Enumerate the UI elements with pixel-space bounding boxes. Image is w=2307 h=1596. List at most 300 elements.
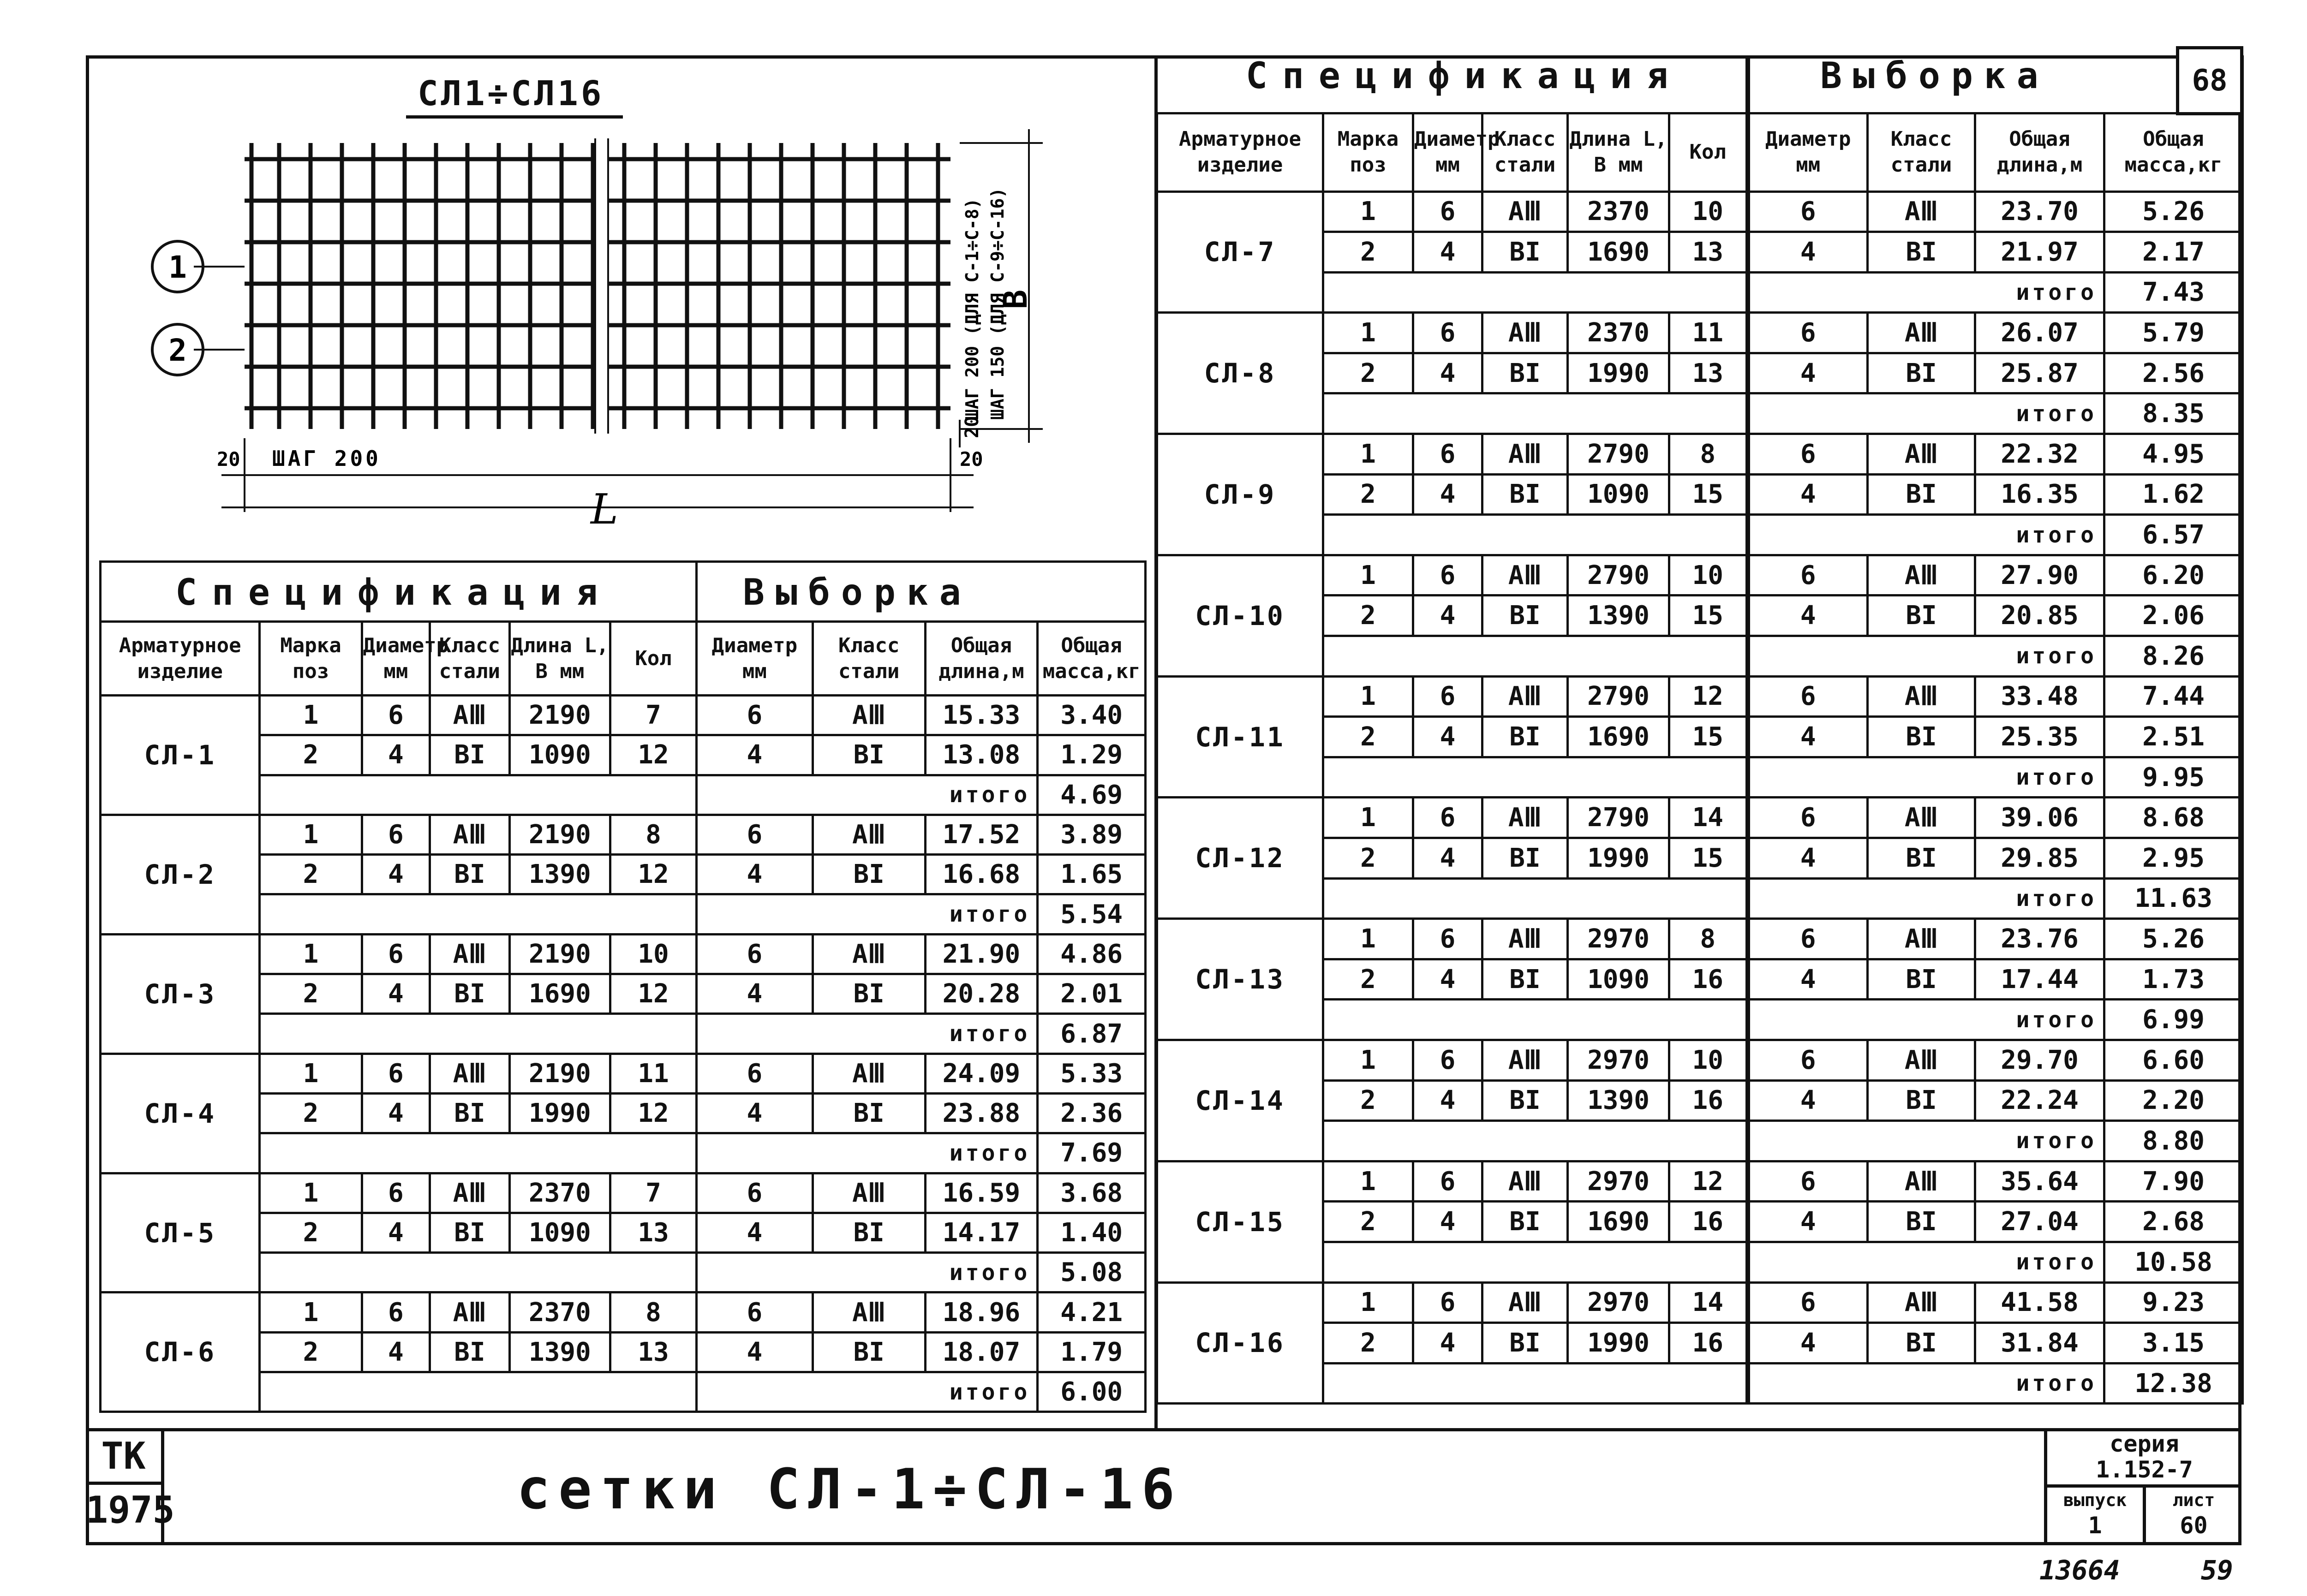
table-cell: 13 [610,1213,697,1252]
table-cell: 2790 [1568,555,1669,596]
table-cell: BI [813,855,925,894]
itogo-value: 6.87 [1038,1014,1146,1054]
r-col-class-header: Класс стали [1482,113,1568,191]
itogo-value: 4.69 [1038,775,1146,815]
table-cell: 3.40 [1038,696,1146,735]
table-cell: 16 [1669,1080,1748,1121]
table-cell: 2790 [1568,434,1669,475]
vertical-pitch-1: ШАГ 200 (ДЛЯ С-1÷С-8) [962,198,982,420]
itogo-label: итого [1748,757,2104,798]
col-diam-header: Диаметр мм [362,622,430,696]
table-cell: BI [1482,353,1568,393]
table-cell: BI [813,735,925,775]
table-cell: BI [1482,596,1568,636]
table-row [1157,1161,2243,1202]
table-cell: 4 [1413,838,1482,879]
table-cell: 1990 [1568,353,1669,393]
table-cell: 2790 [1568,798,1669,838]
r-col-total-len-header: Общая длина,м [1975,113,2104,191]
table-cell: 4 [696,735,813,775]
table-cell: 6 [362,696,430,735]
table-cell: 6 [1413,798,1482,838]
table-cell: 1 [260,696,362,735]
table-cell: 8 [1669,434,1748,475]
table-cell: 5.79 [2104,313,2243,353]
table-cell: 6 [1748,1040,1868,1080]
table-cell: 4 [1413,1323,1482,1364]
col-total-mass-header: Общая масса,кг [1038,622,1146,696]
table-cell: 33.48 [1975,676,2104,717]
itogo-value: 7.43 [2104,272,2243,313]
left-sel-title: Выборка [743,572,972,613]
empty-cell [260,894,697,934]
table-cell: 2370 [1568,191,1669,232]
length-symbol: L [591,485,618,534]
itogo-label: итого [1748,272,2104,313]
itogo-label: итого [696,1014,1037,1054]
table-cell: 12 [610,855,697,894]
table-cell: 4 [1413,474,1482,515]
empty-cell [260,1372,697,1412]
empty-cell [260,775,697,815]
table-cell: 2 [260,974,362,1014]
table-cell: 4 [1748,1323,1868,1364]
table-cell: 1 [1323,798,1413,838]
table-cell: 6 [1748,919,1868,959]
table-cell: 2.56 [2104,353,2243,393]
table-cell: 2.17 [2104,232,2243,273]
itogo-label: итого [696,1372,1037,1412]
item-mark: СЛ-13 [1157,919,1323,1040]
itogo-value: 10.58 [2104,1242,2243,1282]
table-cell: 23.88 [925,1093,1038,1133]
table-cell: 4.21 [1038,1292,1146,1332]
table-cell: AⅢ [1868,1282,1975,1323]
empty-cell [1323,1363,1748,1404]
table-cell: 4 [1748,717,1868,757]
table-cell: 6 [696,1292,813,1332]
table-cell: 10 [1669,1040,1748,1080]
table-cell: 16.68 [925,855,1038,894]
empty-cell [1323,1242,1748,1282]
table-cell: AⅢ [430,934,510,974]
table-cell: AⅢ [430,1173,510,1213]
table-cell: 1 [260,1173,362,1213]
table-cell: 1090 [1568,959,1669,1000]
footer-inventory-number: 13664 [2039,1554,2120,1586]
table-cell: BI [1482,1080,1568,1121]
table-cell: 1390 [509,855,610,894]
table-cell: 4 [1413,353,1482,393]
table-cell: 39.06 [1975,798,2104,838]
stamp-year: 1975 [86,1489,175,1531]
table-cell: 8 [610,1292,697,1332]
r-col-total-mass-header: Общая масса,кг [2104,113,2243,191]
table-cell: 21.97 [1975,232,2104,273]
footer-page-number: 59 [2201,1554,2233,1586]
item-mark: СЛ-6 [101,1292,260,1412]
table-cell: 4 [1413,959,1482,1000]
table-cell: 8.68 [2104,798,2243,838]
itogo-value: 8.80 [2104,1121,2243,1161]
table-cell: 1 [260,1292,362,1332]
empty-cell [1323,757,1748,798]
left-spec-title: Спецификация [175,572,613,613]
table-cell: 2190 [509,696,610,735]
table-cell: 2.95 [2104,838,2243,879]
table-cell: 35.64 [1975,1161,2104,1202]
table-cell: 2 [1323,1080,1413,1121]
table-cell: 6 [1413,919,1482,959]
table-row [1157,191,2243,232]
table-cell: 16 [1669,959,1748,1000]
col-class-header: Класс стали [430,622,510,696]
edge-bottom-label: 20 [962,416,983,438]
r-col-len-header: Длина L, В мм [1568,113,1669,191]
item-mark: СЛ-14 [1157,1040,1323,1161]
table-cell: 29.85 [1975,838,2104,879]
table-cell: 5.33 [1038,1054,1146,1093]
table-cell: BI [1482,1202,1568,1242]
table-cell: 1 [1323,1161,1413,1202]
table-cell: 11 [610,1054,697,1093]
item-mark: СЛ-3 [101,934,260,1054]
table-cell: AⅢ [430,1054,510,1093]
table-cell: 27.04 [1975,1202,2104,1242]
pitch-label: ШАГ 200 [272,446,381,471]
table-cell: AⅢ [813,1173,925,1213]
table-cell: BI [430,735,510,775]
table-row [1157,555,2243,596]
table-cell: 4 [696,855,813,894]
table-cell: 12 [610,974,697,1014]
table-cell: 1 [1323,1040,1413,1080]
empty-cell [260,1014,697,1054]
table-cell: 1 [260,815,362,854]
itogo-label: итого [1748,393,2104,434]
table-cell: 1390 [1568,596,1669,636]
table-cell: 4 [1413,596,1482,636]
table-cell: 18.07 [925,1332,1038,1372]
itogo-value: 8.35 [2104,393,2243,434]
table-cell: 2970 [1568,1161,1669,1202]
table-cell: 6 [696,815,813,854]
itogo-label: итого [1748,515,2104,555]
table-cell: AⅢ [1868,798,1975,838]
table-cell: 1390 [509,1332,610,1372]
table-cell: 15 [1669,596,1748,636]
table-cell: 6 [696,1054,813,1093]
table-cell: 12 [1669,1161,1748,1202]
col-sel-diam-header: Диаметр мм [696,622,813,696]
empty-cell [1323,515,1748,555]
table-cell: 4 [1748,1080,1868,1121]
itogo-value: 5.08 [1038,1253,1146,1292]
table-row [101,1054,1146,1093]
table-cell: 4 [696,1093,813,1133]
table-cell: 22.24 [1975,1080,2104,1121]
table-cell: 4 [362,1332,430,1372]
table-cell: 1 [1323,313,1413,353]
table-cell: 4 [362,855,430,894]
right-sel-title: Выборка [1820,55,2050,97]
callout-2: 2 [168,333,187,368]
itogo-label: итого [696,1133,1037,1173]
itogo-label: итого [1748,1121,2104,1161]
table-row [101,815,1146,854]
table-cell: 16 [1669,1202,1748,1242]
item-mark: СЛ-2 [101,815,260,934]
table-cell: 4 [362,1093,430,1133]
table-cell: 2 [1323,232,1413,273]
itogo-label: итого [1748,636,2104,677]
seria-value: 1.152-7 [2096,1456,2193,1483]
table-cell: 13 [610,1332,697,1372]
table-cell: 6.60 [2104,1040,2243,1080]
table-cell: 27.90 [1975,555,2104,596]
table-cell: 2.01 [1038,974,1146,1014]
table-cell: 2.68 [2104,1202,2243,1242]
table-cell: 2 [1323,838,1413,879]
table-cell: 9.23 [2104,1282,2243,1323]
itogo-value: 7.69 [1038,1133,1146,1173]
table-cell: BI [813,1213,925,1252]
left-spec-table [99,560,1147,1413]
table-cell: 16 [1669,1323,1748,1364]
table-cell: 2.06 [2104,596,2243,636]
table-cell: 1 [260,1054,362,1093]
table-cell: AⅢ [813,815,925,854]
table-cell: 6 [1413,676,1482,717]
table-cell: 2190 [509,815,610,854]
item-mark: СЛ-10 [1157,555,1323,676]
table-cell: 6 [1748,313,1868,353]
empty-cell [1323,1121,1748,1161]
empty-cell [1323,636,1748,677]
table-row [1157,434,2243,475]
col-qty-header: Кол [610,622,697,696]
left-spec-title-cell [101,562,697,622]
list-cell [2143,1488,2241,1545]
table-cell: 23.76 [1975,919,2104,959]
table-cell: 6 [1413,1282,1482,1323]
table-cell: 2 [260,1093,362,1133]
table-cell: BI [430,1093,510,1133]
table-cell: 13.08 [925,735,1038,775]
table-cell: 4.86 [1038,934,1146,974]
table-cell: 29.70 [1975,1040,2104,1080]
itogo-label: итого [1748,1242,2104,1282]
table-cell: 2190 [509,1054,610,1093]
right-spec-title-cell [1157,55,1748,113]
itogo-value: 9.95 [2104,757,2243,798]
seria-label: серия [2110,1430,2179,1457]
table-cell: 6 [1413,434,1482,475]
table-cell: AⅢ [1868,191,1975,232]
table-cell: 1690 [1568,1202,1669,1242]
table-cell: 6 [362,815,430,854]
table-cell: 4 [1413,717,1482,757]
table-cell: AⅢ [813,934,925,974]
col-item-header: Арматурное изделие [101,622,260,696]
table-cell: 23.70 [1975,191,2104,232]
item-mark: СЛ-15 [1157,1161,1323,1282]
table-cell: AⅢ [1868,555,1975,596]
table-cell: AⅢ [430,1292,510,1332]
r-col-item-header: Арматурное изделие [1157,113,1323,191]
table-cell: 2.36 [1038,1093,1146,1133]
table-cell: AⅢ [1482,676,1568,717]
table-cell: 21.90 [925,934,1038,974]
itogo-value: 8.26 [2104,636,2243,677]
table-cell: 4 [362,1213,430,1252]
table-cell: 6.20 [2104,555,2243,596]
table-cell: 12 [1669,676,1748,717]
table-cell: 1690 [1568,717,1669,757]
table-cell: BI [1482,838,1568,879]
table-cell: 2 [1323,474,1413,515]
table-row [1157,676,2243,717]
stamp-top-line [86,1428,2241,1431]
table-cell: 2370 [509,1173,610,1213]
right-sel-title-cell [1748,55,2243,113]
table-cell: 20.28 [925,974,1038,1014]
table-cell: 6 [1748,1161,1868,1202]
table-cell: 14 [1669,1282,1748,1323]
table-cell: 6 [1413,1040,1482,1080]
col-sel-class-header: Класс стали [813,622,925,696]
itogo-value: 6.00 [1038,1372,1146,1412]
table-cell: 2 [260,735,362,775]
table-cell: 2.51 [2104,717,2243,757]
table-cell: 2970 [1568,1040,1669,1080]
table-cell: BI [1868,959,1975,1000]
table-cell: 17.44 [1975,959,2104,1000]
table-cell: 1090 [509,735,610,775]
table-cell: 4 [696,974,813,1014]
stamp-seria-block [2044,1431,2241,1545]
table-cell: BI [1482,717,1568,757]
table-cell: BI [813,974,925,1014]
table-row [101,1292,1146,1332]
table-cell: 15 [1669,474,1748,515]
table-cell: 2 [1323,959,1413,1000]
table-cell: AⅢ [1482,555,1568,596]
table-cell: 2 [260,1213,362,1252]
table-row [1157,798,2243,838]
table-cell: 4 [1413,1080,1482,1121]
table-cell: BI [1868,353,1975,393]
table-cell: 25.87 [1975,353,2104,393]
table-cell: 12 [610,735,697,775]
table-cell: 4 [696,1332,813,1372]
table-cell: 6 [1748,798,1868,838]
vertical-pitch-2: ШАГ 150 (ДЛЯ С-9÷С-16) [987,187,1008,420]
width-symbol: В [997,289,1034,309]
item-mark: СЛ-4 [101,1054,260,1173]
table-cell: AⅢ [1482,434,1568,475]
empty-cell [1323,1000,1748,1040]
table-cell: 10 [1669,191,1748,232]
table-cell: 1990 [509,1093,610,1133]
table-cell: 2970 [1568,919,1669,959]
itogo-label: итого [1748,1363,2104,1404]
table-cell: AⅢ [1482,313,1568,353]
table-cell: 2 [260,855,362,894]
table-row [1157,1040,2243,1080]
table-cell: 4 [1748,1202,1868,1242]
table-cell: 10 [1669,555,1748,596]
table-cell: 4 [1748,838,1868,879]
r-col-sel-diam-header: Диаметр мм [1748,113,1868,191]
table-cell: 6 [1413,313,1482,353]
table-cell: 4 [696,1213,813,1252]
edge-left-label: 20 [217,448,240,470]
callout-1: 1 [168,250,187,285]
table-cell: 1 [1323,434,1413,475]
table-cell: 4 [1748,474,1868,515]
table-cell: 15 [1669,717,1748,757]
table-cell: 41.58 [1975,1282,2104,1323]
stamp-seria [2047,1431,2241,1488]
table-cell: 6 [1748,676,1868,717]
table-cell: AⅢ [813,1054,925,1093]
table-cell: 5.26 [2104,191,2243,232]
table-cell: 31.84 [1975,1323,2104,1364]
table-cell: 24.09 [925,1054,1038,1093]
table-cell: 2970 [1568,1282,1669,1323]
table-cell: 3.15 [2104,1323,2243,1364]
table-cell: 6 [1748,191,1868,232]
table-cell: AⅢ [813,696,925,735]
table-cell: AⅢ [1482,1161,1568,1202]
itogo-label: итого [696,775,1037,815]
table-cell: 15.33 [925,696,1038,735]
col-len-header: Длина L, В мм [509,622,610,696]
empty-cell [1323,878,1748,919]
page-number: 68 [2176,46,2243,115]
table-cell: 3.89 [1038,815,1146,854]
itogo-label: итого [1748,1000,2104,1040]
table-cell: AⅢ [1482,1282,1568,1323]
stamp-tk-block [86,1431,175,1545]
table-cell: AⅢ [430,815,510,854]
itogo-value: 6.99 [2104,1000,2243,1040]
table-cell: 1.29 [1038,735,1146,775]
table-cell: BI [1868,596,1975,636]
table-cell: 1 [1323,555,1413,596]
table-cell: AⅢ [1868,434,1975,475]
table-cell: BI [1868,838,1975,879]
table-cell: 2790 [1568,676,1669,717]
table-cell: 1 [1323,1282,1413,1323]
table-cell: 6 [362,1054,430,1093]
r-col-pos-header: Марка поз [1323,113,1413,191]
table-cell: 2.20 [2104,1080,2243,1121]
table-cell: 7.44 [2104,676,2243,717]
table-cell: BI [1482,1323,1568,1364]
table-cell: 1690 [1568,232,1669,273]
table-cell: 2190 [509,934,610,974]
table-cell: BI [430,1332,510,1372]
table-cell: 1990 [1568,1323,1669,1364]
stamp-tk: ТК [86,1431,161,1485]
table-cell: 6 [1413,191,1482,232]
table-row [101,934,1146,974]
r-col-diam-header: Диаметр мм [1413,113,1482,191]
table-cell: 6 [696,1173,813,1213]
table-cell: BI [813,1093,925,1133]
